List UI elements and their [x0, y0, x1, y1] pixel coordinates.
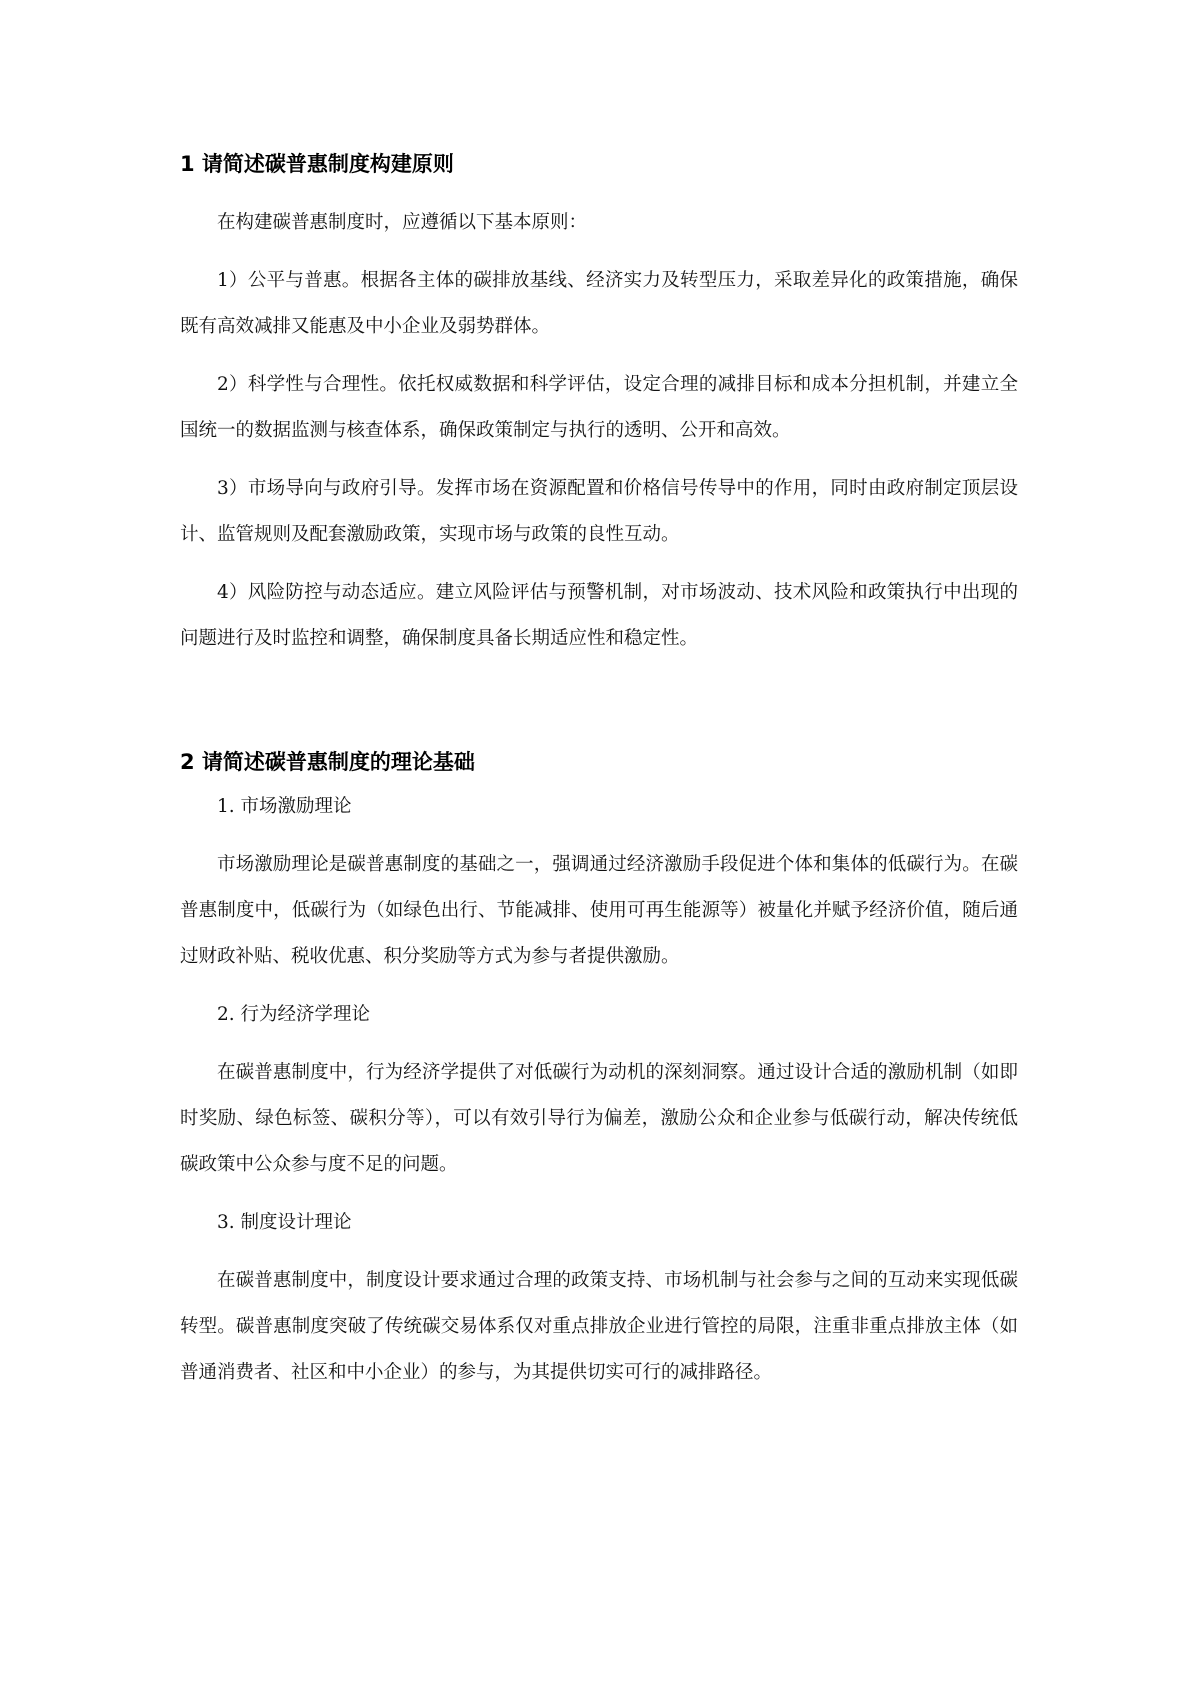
- theory-1-body: 市场激励理论是碳普惠制度的基础之一，强调通过经济激励手段促进个体和集体的低碳行为。在碳普惠制度中，低碳行为（如绿色出行、节能减排、使用可再生能源等）被量化并赋予经济价值，随后通过财政补贴、税收优惠、积分奖励等方式为参与者提供激励。: [180, 854, 1018, 967]
- theory-2-body: 在碳普惠制度中，行为经济学提供了对低碳行为动机的深刻洞察。通过设计合适的激励机制（如即时奖励、绿色标签、碳积分等），可以有效引导行为偏差，激励公众和企业参与低碳行动，解决传统低碳政策中公众参与度不足的问题。: [180, 1062, 1018, 1175]
- theory-2-title: 2. 行为经济学理论: [217, 1004, 371, 1025]
- section-1-intro: 在构建碳普惠制度时，应遵循以下基本原则：: [217, 212, 588, 233]
- section-2-heading: 2 请简述碳普惠制度的理论基础: [180, 750, 475, 774]
- principle-1: 1）公平与普惠。根据各主体的碳排放基线、经济实力及转型压力，采取差异化的政策措施，确保既有高效减排又能惠及中小企业及弱势群体。: [180, 270, 1018, 337]
- theory-3-title: 3. 制度设计理论: [217, 1212, 352, 1233]
- principle-4: 4）风险防控与动态适应。建立风险评估与预警机制，对市场波动、技术风险和政策执行中出现的问题进行及时监控和调整，确保制度具备长期适应性和稳定性。: [180, 582, 1018, 649]
- theory-3-body: 在碳普惠制度中，制度设计要求通过合理的政策支持、市场机制与社会参与之间的互动来实现低碳转型。碳普惠制度突破了传统碳交易体系仅对重点排放企业进行管控的局限，注重非重点排放主体（如普通消费者、社区和中小企业）的参与，为其提供切实可行的减排路径。: [180, 1270, 1018, 1383]
- principle-3: 3）市场导向与政府引导。发挥市场在资源配置和价格信号传导中的作用，同时由政府制定顶层设计、监管规则及配套激励政策，实现市场与政策的良性互动。: [180, 478, 1018, 545]
- theory-1-title: 1. 市场激励理论: [217, 796, 352, 817]
- document-content: [180, 148, 1018, 1396]
- section-1-heading: 1 请简述碳普惠制度构建原则: [180, 152, 454, 176]
- principle-2: 2）科学性与合理性。依托权威数据和科学评估，设定合理的减排目标和成本分担机制，并建立全国统一的数据监测与核查体系，确保政策制定与执行的透明、公开和高效。: [180, 374, 1018, 441]
